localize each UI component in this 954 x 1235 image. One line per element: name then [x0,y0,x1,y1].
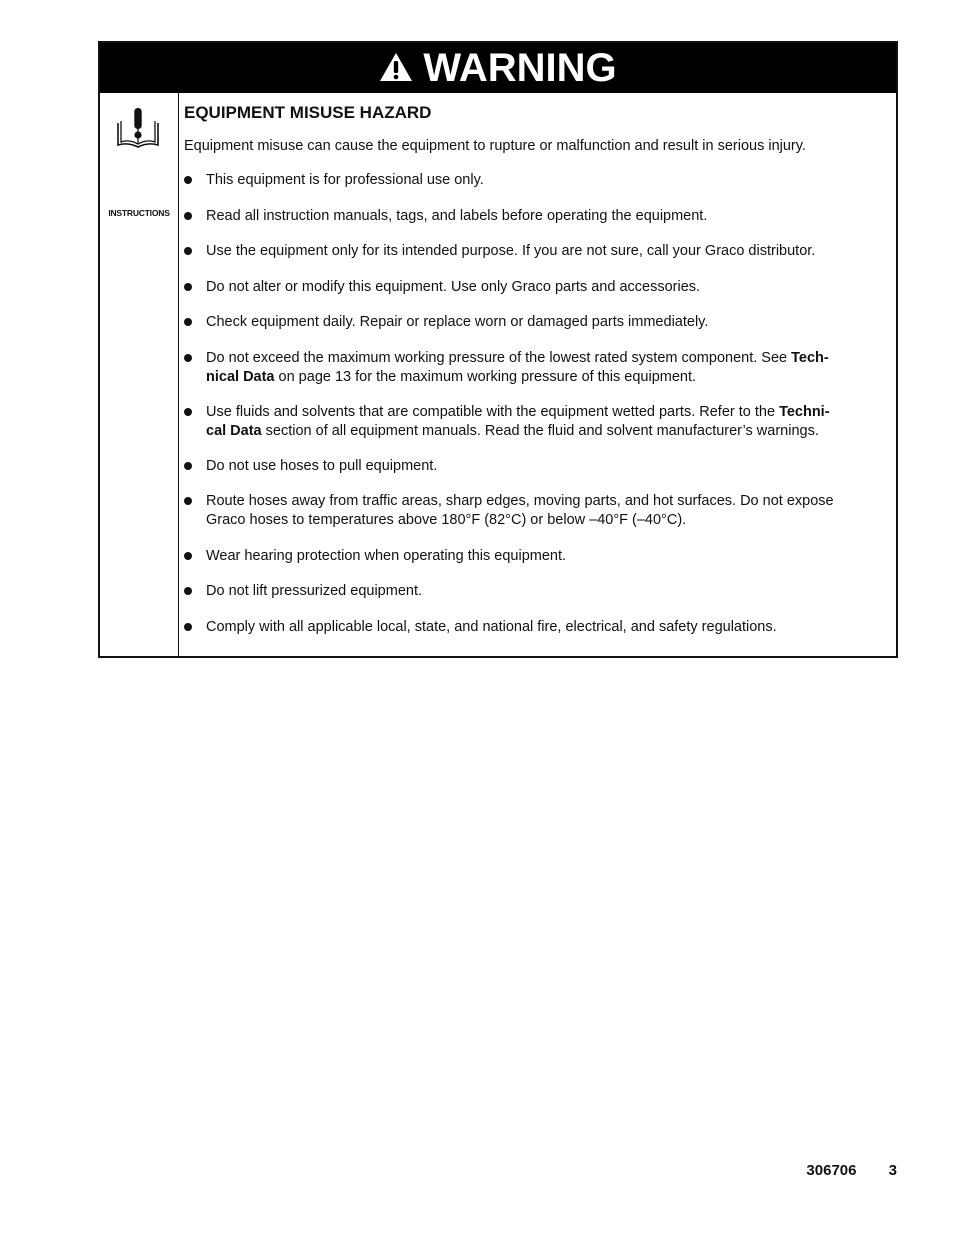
text-run: Use fluids and solvents that are compatible with the equipment wetted parts. Refer to the [206,404,780,420]
text-run: Comply with all applicable local, state, and national fire, electrical, and safety regulations. [206,619,777,635]
bullet-dot [184,587,192,595]
bullet-text [206,582,888,601]
bullet-text [206,457,888,476]
warning-content [100,93,896,656]
bullet-text [206,171,888,190]
bullet-text [206,547,888,566]
warning-triangle-icon [379,47,413,92]
text-run: on page 13 for the maximum working pressure of this equipment. [274,368,697,385]
text-run: Use the equipment only for its intended purpose. If you are not sure, call your Graco distributor. [206,243,816,259]
bullet-text [206,492,888,529]
bullet-text [206,618,888,637]
bullet-dot [184,176,192,184]
warning-box [98,41,898,658]
warning-title: WARNING [423,45,617,90]
instructions-label: INSTRUCTIONS [108,208,170,218]
bullet-text [206,207,888,226]
bullet-dot [184,552,192,560]
bullet-dot [184,462,192,470]
hazard-text [184,93,888,656]
bullet-text [206,278,888,297]
hazard-intro: Equipment misuse can cause the equipment to rupture or malfunction and result in serious injury. [184,138,806,154]
bullet-dot [184,283,192,291]
text-run: Graco hoses to temperatures above 180°F (82°C) or below –40°F (–40°C). [206,511,687,528]
bullet-dot [184,408,192,416]
text-run: Do not lift pressurized equipment. [206,583,422,599]
text-run: section of all equipment manuals. Read the fluid and solvent manufacturer’s warnings. [261,422,819,439]
bullet-text [206,349,888,386]
text-run: Do not use hoses to pull equipment. [206,458,438,474]
text-run: Do not exceed the maximum working pressure of the lowest rated system component. See [206,350,792,366]
text-run: Check equipment daily. Repair or replace worn or damaged parts immediately. [206,314,709,330]
bullet-text [206,403,888,440]
text-run: Route hoses away from traffic areas, sharp edges, moving parts, and hot surfaces. Do not expose [206,493,834,509]
icon-panel [100,93,179,656]
bullet-dot [184,247,192,255]
bullet-dot [184,318,192,326]
text-run: Do not alter or modify this equipment. Use only Graco parts and accessories. [206,279,701,295]
bold-reference: Tech- [791,350,829,366]
bold-reference: cal Data [206,422,262,439]
bullet-dot [184,212,192,220]
bullet-dot [184,354,192,362]
text-run: Read all instruction manuals, tags, and labels before operating the equipment. [206,208,708,224]
text-run: This equipment is for professional use only. [206,172,484,188]
text-run: Wear hearing protection when operating this equipment. [206,548,567,564]
bullet-text [206,313,888,332]
bold-reference: Techni- [779,404,830,420]
page-footer [806,1162,897,1179]
bullet-dot [184,623,192,631]
bold-reference: nical Data [206,368,275,385]
instructions-book-icon [115,107,161,156]
document-number: 306706 [806,1162,857,1179]
bullet-text [206,242,888,261]
warning-banner [100,43,896,93]
bullet-dot [184,497,192,505]
hazard-title: EQUIPMENT MISUSE HAZARD [184,103,432,122]
page-number: 3 [888,1162,897,1179]
